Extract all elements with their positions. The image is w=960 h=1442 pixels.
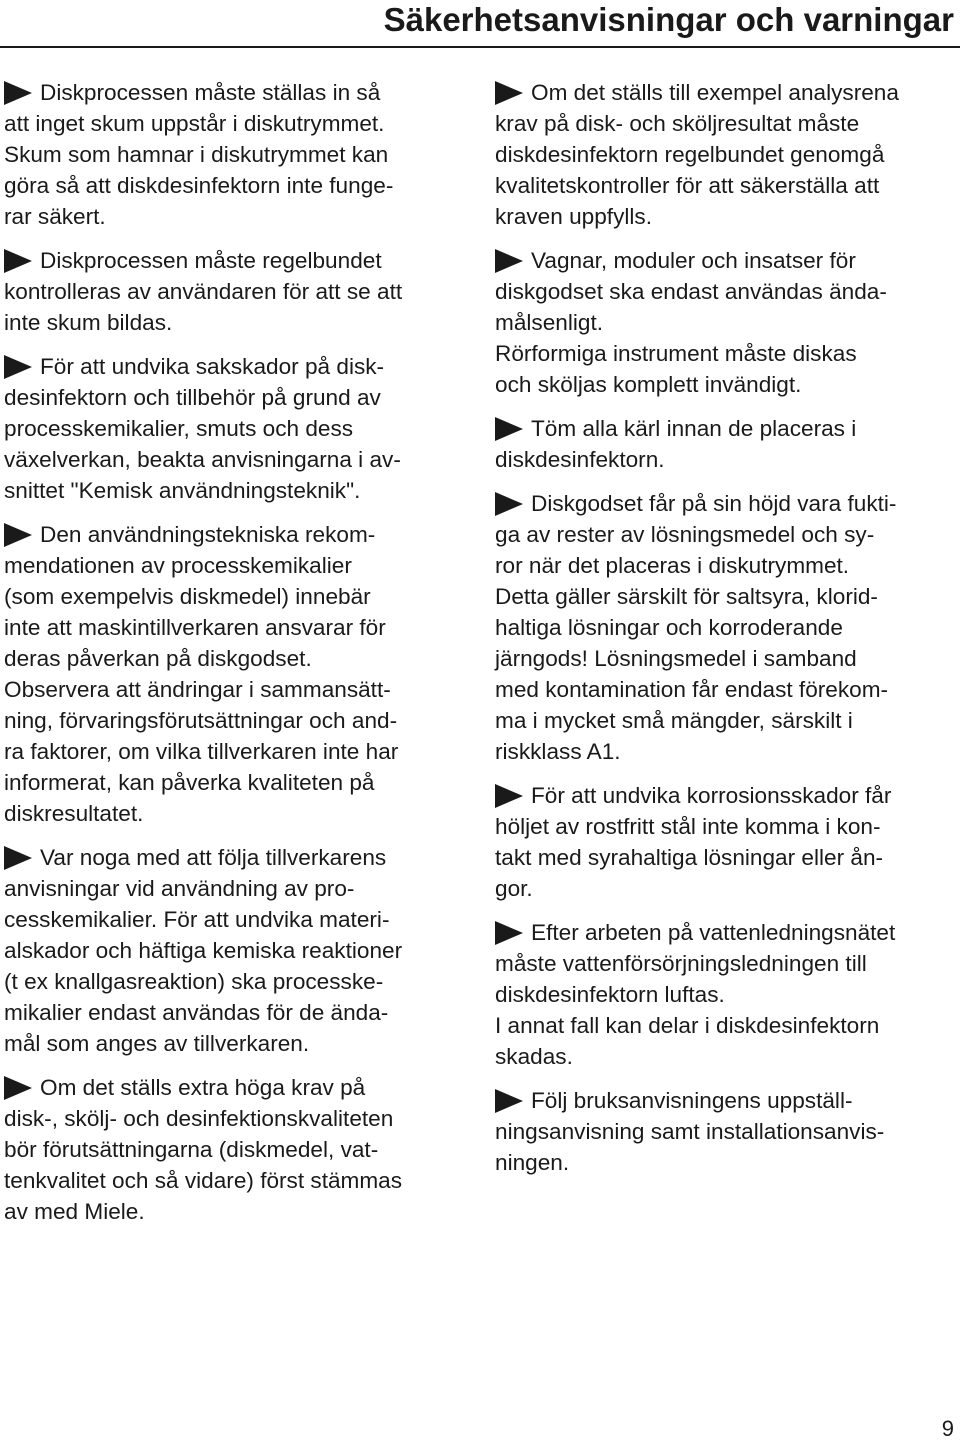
instruction-line xyxy=(4,736,466,767)
instruction-text: diskgodset ska endast användas ända- xyxy=(495,279,887,304)
instruction-text: ma i mycket små mängder, särskilt i xyxy=(495,708,853,733)
instruction-text: måste vattenförsörjningsledningen till xyxy=(495,951,867,976)
instruction-text: Rörformiga instrument måste diskas xyxy=(495,341,857,366)
safety-instruction xyxy=(495,413,955,475)
instruction-line xyxy=(4,798,466,829)
instruction-text: riskklass A1. xyxy=(495,739,621,764)
instruction-line xyxy=(4,705,466,736)
instruction-line xyxy=(4,966,466,997)
instruction-line xyxy=(4,307,466,338)
instruction-line xyxy=(4,904,466,935)
safety-instruction xyxy=(495,917,955,1072)
triangle-right-icon xyxy=(4,81,32,105)
safety-instruction xyxy=(4,842,466,1059)
page-title: Säkerhetsanvisningar och varningar xyxy=(383,1,954,38)
instruction-line xyxy=(495,550,955,581)
instruction-line xyxy=(495,1116,955,1147)
triangle-right-icon xyxy=(495,784,523,808)
triangle-right-icon xyxy=(495,417,523,441)
instruction-line xyxy=(495,139,955,170)
instruction-line xyxy=(4,873,466,904)
instruction-line xyxy=(495,1085,955,1116)
safety-instruction xyxy=(495,488,955,767)
instruction-text: Om det ställs extra höga krav på xyxy=(40,1075,366,1100)
instruction-line xyxy=(495,201,955,232)
instruction-text: takt med syrahaltiga lösningar eller ån- xyxy=(495,845,884,870)
instruction-text: inte skum bildas. xyxy=(4,310,173,335)
header-divider xyxy=(0,46,960,48)
page-number: 9 xyxy=(941,1416,954,1441)
instruction-text: kontrolleras av användaren för att se att xyxy=(4,279,403,304)
safety-instruction xyxy=(4,77,466,232)
instruction-line xyxy=(495,780,955,811)
instruction-text: deras påverkan på diskgodset. xyxy=(4,646,312,671)
instruction-text: målsenligt. xyxy=(495,310,603,335)
instruction-text: snittet "Kemisk användningsteknik". xyxy=(4,478,361,503)
instruction-text: inte att maskintillverkaren ansvarar för xyxy=(4,615,386,640)
instruction-text: diskdesinfektorn luftas. xyxy=(495,982,725,1007)
instruction-text: göra så att diskdesinfektorn inte funge- xyxy=(4,173,394,198)
instruction-text: Skum som hamnar i diskutrymmet kan xyxy=(4,142,389,167)
instruction-text: ga av rester av lösningsmedel och sy- xyxy=(495,522,875,547)
instruction-text: processkemikalier, smuts och dess xyxy=(4,416,354,441)
instruction-line xyxy=(4,1103,466,1134)
instruction-line xyxy=(4,550,466,581)
instruction-text: växelverkan, beakta anvisningarna i av- xyxy=(4,447,401,472)
triangle-right-icon xyxy=(4,1076,32,1100)
instruction-line xyxy=(495,643,955,674)
instruction-text: tenkvalitet och så vidare) först stämmas xyxy=(4,1168,403,1193)
instruction-text: mål som anges av tillverkaren. xyxy=(4,1031,310,1056)
instruction-line xyxy=(4,139,466,170)
triangle-right-icon xyxy=(495,81,523,105)
instruction-line xyxy=(4,170,466,201)
instruction-line xyxy=(4,997,466,1028)
instruction-line xyxy=(4,935,466,966)
instruction-line xyxy=(495,612,955,643)
instruction-text: Var noga med att följa tillverkarens xyxy=(40,845,387,870)
safety-instruction xyxy=(495,1085,955,1178)
instruction-line xyxy=(495,170,955,201)
instruction-line xyxy=(4,842,466,873)
instruction-text: alskador och häftiga kemiska reaktioner xyxy=(4,938,403,963)
instruction-text: mikalier endast användas för de ända- xyxy=(4,1000,389,1025)
instruction-text: Vagnar, moduler och insatser för xyxy=(531,248,856,273)
instruction-text: kvalitetskontroller för att säkerställa att xyxy=(495,173,880,198)
instruction-text: järngods! Lösningsmedel i samband xyxy=(495,646,857,671)
instruction-line xyxy=(495,413,955,444)
right-column xyxy=(495,77,955,1191)
instruction-line xyxy=(495,979,955,1010)
instruction-line xyxy=(495,369,955,400)
instruction-line xyxy=(495,674,955,705)
instruction-text: och sköljas komplett invändigt. xyxy=(495,372,802,397)
instruction-text: Följ bruksanvisningens uppställ- xyxy=(531,1088,853,1113)
triangle-right-icon xyxy=(495,921,523,945)
instruction-line xyxy=(495,842,955,873)
instruction-line xyxy=(495,444,955,475)
triangle-right-icon xyxy=(4,249,32,273)
instruction-line xyxy=(495,1010,955,1041)
instruction-text: ningen. xyxy=(495,1150,570,1175)
safety-instruction xyxy=(4,1072,466,1227)
instruction-text: cesskemikalier. För att undvika materi- xyxy=(4,907,390,932)
instruction-text: Om det ställs till exempel analysrena xyxy=(531,80,899,105)
instruction-text: ningsanvisning samt installationsanvis- xyxy=(495,1119,885,1144)
triangle-right-icon xyxy=(4,846,32,870)
instruction-line xyxy=(495,108,955,139)
instruction-line xyxy=(4,1134,466,1165)
instruction-line xyxy=(495,519,955,550)
triangle-right-icon xyxy=(495,1089,523,1113)
instruction-line xyxy=(495,1041,955,1072)
triangle-right-icon xyxy=(495,249,523,273)
instruction-line xyxy=(495,307,955,338)
instruction-line xyxy=(4,475,466,506)
instruction-line xyxy=(4,108,466,139)
instruction-text: ror när det placeras i diskutrymmet. xyxy=(495,553,850,578)
instruction-text: diskresultatet. xyxy=(4,801,144,826)
instruction-line xyxy=(4,1196,466,1227)
instruction-line xyxy=(495,1147,955,1178)
instruction-text: För att undvika korrosionsskador får xyxy=(531,783,892,808)
instruction-text: Observera att ändringar i sammansätt- xyxy=(4,677,391,702)
instruction-text: att inget skum uppstår i diskutrymmet. xyxy=(4,111,385,136)
instruction-line xyxy=(4,276,466,307)
instruction-line xyxy=(495,948,955,979)
instruction-line xyxy=(4,245,466,276)
safety-instruction xyxy=(495,780,955,904)
safety-instruction xyxy=(4,245,466,338)
safety-instruction xyxy=(4,351,466,506)
instruction-text: diskdesinfektorn. xyxy=(495,447,665,472)
instruction-line xyxy=(4,351,466,382)
instruction-text: ra faktorer, om vilka tillverkaren inte har xyxy=(4,739,399,764)
instruction-line xyxy=(4,77,466,108)
instruction-text: av med Miele. xyxy=(4,1199,145,1224)
instruction-text: Den användningstekniska rekom- xyxy=(40,522,376,547)
instruction-text: mendationen av processkemikalier xyxy=(4,553,352,578)
triangle-right-icon xyxy=(4,355,32,379)
instruction-text: desinfektorn och tillbehör på grund av xyxy=(4,385,381,410)
instruction-line xyxy=(4,767,466,798)
instruction-text: Efter arbeten på vattenledningsnätet xyxy=(531,920,896,945)
triangle-right-icon xyxy=(495,492,523,516)
instruction-text: I annat fall kan delar i diskdesinfektorn xyxy=(495,1013,880,1038)
instruction-text: informerat, kan påverka kvaliteten på xyxy=(4,770,375,795)
instruction-text: ning, förvaringsförutsättningar och and- xyxy=(4,708,398,733)
instruction-text: Detta gäller särskilt för saltsyra, klorid- xyxy=(495,584,878,609)
instruction-text: rar säkert. xyxy=(4,204,106,229)
instruction-text: Diskgodset får på sin höjd vara fukti- xyxy=(531,491,897,516)
instruction-line xyxy=(4,382,466,413)
instruction-line xyxy=(4,674,466,705)
instruction-line xyxy=(495,245,955,276)
instruction-line xyxy=(495,276,955,307)
instruction-line xyxy=(4,1072,466,1103)
instruction-line xyxy=(4,1028,466,1059)
triangle-right-icon xyxy=(4,523,32,547)
instruction-text: Töm alla kärl innan de placeras i xyxy=(531,416,857,441)
instruction-text: skadas. xyxy=(495,1044,573,1069)
instruction-text: med kontamination får endast förekom- xyxy=(495,677,889,702)
instruction-text: höljet av rostfritt stål inte komma i kon- xyxy=(495,814,881,839)
instruction-text: gor. xyxy=(495,876,533,901)
instruction-line xyxy=(495,873,955,904)
instruction-line xyxy=(495,338,955,369)
instruction-line xyxy=(4,581,466,612)
instruction-line xyxy=(4,612,466,643)
instruction-line xyxy=(4,1165,466,1196)
instruction-line xyxy=(495,705,955,736)
instruction-line xyxy=(495,488,955,519)
instruction-text: Diskprocessen måste ställas in så xyxy=(40,80,381,105)
instruction-text: För att undvika sakskador på disk- xyxy=(40,354,385,379)
instruction-text: bör förutsättningarna (diskmedel, vat- xyxy=(4,1137,379,1162)
instruction-text: haltiga lösningar och korroderande xyxy=(495,615,843,640)
instruction-line xyxy=(4,201,466,232)
instruction-text: disk-, skölj- och desinfektionskvaliteten xyxy=(4,1106,394,1131)
instruction-line xyxy=(4,444,466,475)
instruction-text: anvisningar vid användning av pro- xyxy=(4,876,355,901)
safety-instruction xyxy=(495,77,955,232)
left-column xyxy=(4,77,466,1240)
instruction-line xyxy=(495,917,955,948)
instruction-line xyxy=(495,811,955,842)
instruction-line xyxy=(495,736,955,767)
instruction-text: (som exempelvis diskmedel) innebär xyxy=(4,584,371,609)
instruction-text: diskdesinfektorn regelbundet genomgå xyxy=(495,142,885,167)
instruction-line xyxy=(495,581,955,612)
instruction-text: kraven uppfylls. xyxy=(495,204,652,229)
instruction-line xyxy=(4,413,466,444)
safety-instruction xyxy=(4,519,466,829)
safety-instruction xyxy=(495,245,955,400)
instruction-text: krav på disk- och sköljresultat måste xyxy=(495,111,860,136)
instruction-text: (t ex knallgasreaktion) ska processke- xyxy=(4,969,384,994)
instruction-line xyxy=(4,643,466,674)
instruction-line xyxy=(495,77,955,108)
instruction-line xyxy=(4,519,466,550)
instruction-text: Diskprocessen måste regelbundet xyxy=(40,248,382,273)
